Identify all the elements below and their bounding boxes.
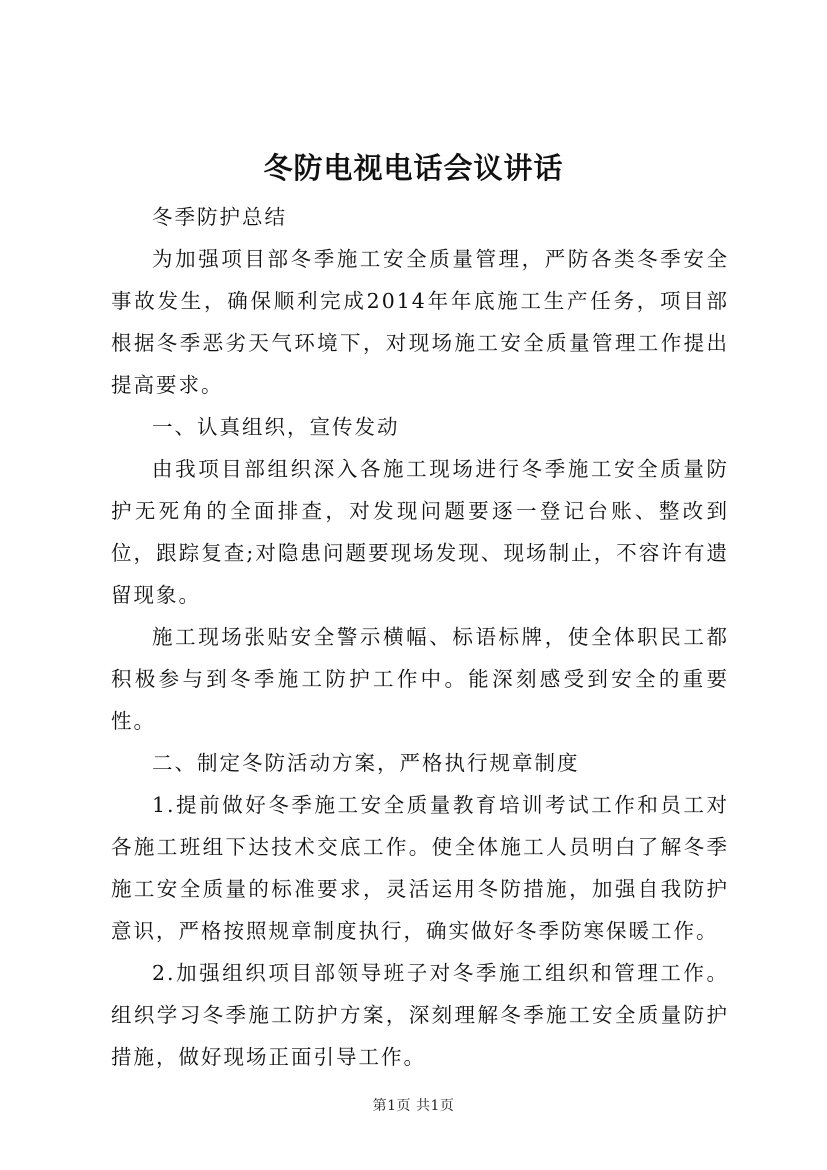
page-footer: 第1页 共1页: [372, 1098, 455, 1114]
paragraph-signage: 施工现场张贴安全警示横幅、标语标牌，使全体职民工都积极参与到冬季施工防护工作中。能深刻感受到安全的重要性。: [111, 625, 729, 733]
document-body: [111, 196, 729, 1078]
intro-paragraph: 为加强项目部冬季施工安全质量管理，严防各类冬季安全事故发生，确保顺利完成2014年年底施工生产任务，项目部根据冬季恶劣天气环境下，对现场施工安全质量管理工作提出提高要求。: [111, 247, 729, 397]
paragraph-item-1: 1.提前做好冬季施工安全质量教育培训考试工作和员工对各施工班组下达技术交底工作。使全体施工人员明白了解冬季施工安全质量的标准要求，灵活运用冬防措施，加强自我防护意识，严格按照规章制度执行，确实做好冬季防寒保暖工作。: [111, 793, 729, 943]
document-title: 冬防电视电话会议讲话: [263, 151, 564, 185]
section-heading-1: 一、认真组织，宣传发动: [152, 415, 400, 439]
paragraph-inspection: 由我项目部组织深入各施工现场进行冬季施工安全质量防护无死角的全面排查，对发现问题要逐一登记台账、整改到位，跟踪复查;对隐患问题要现场发现、现场制止，不容许有遗留现象。: [111, 457, 729, 607]
paragraph-item-2: 2.加强组织项目部领导班子对冬季施工组织和管理工作。组织学习冬季施工防护方案，深刻理解冬季施工安全质量防护措施，做好现场正面引导工作。: [111, 961, 729, 1069]
section-heading-2: 二、制定冬防活动方案，严格执行规章制度: [152, 751, 580, 775]
section-subtitle: 冬季防护总结: [152, 205, 287, 229]
